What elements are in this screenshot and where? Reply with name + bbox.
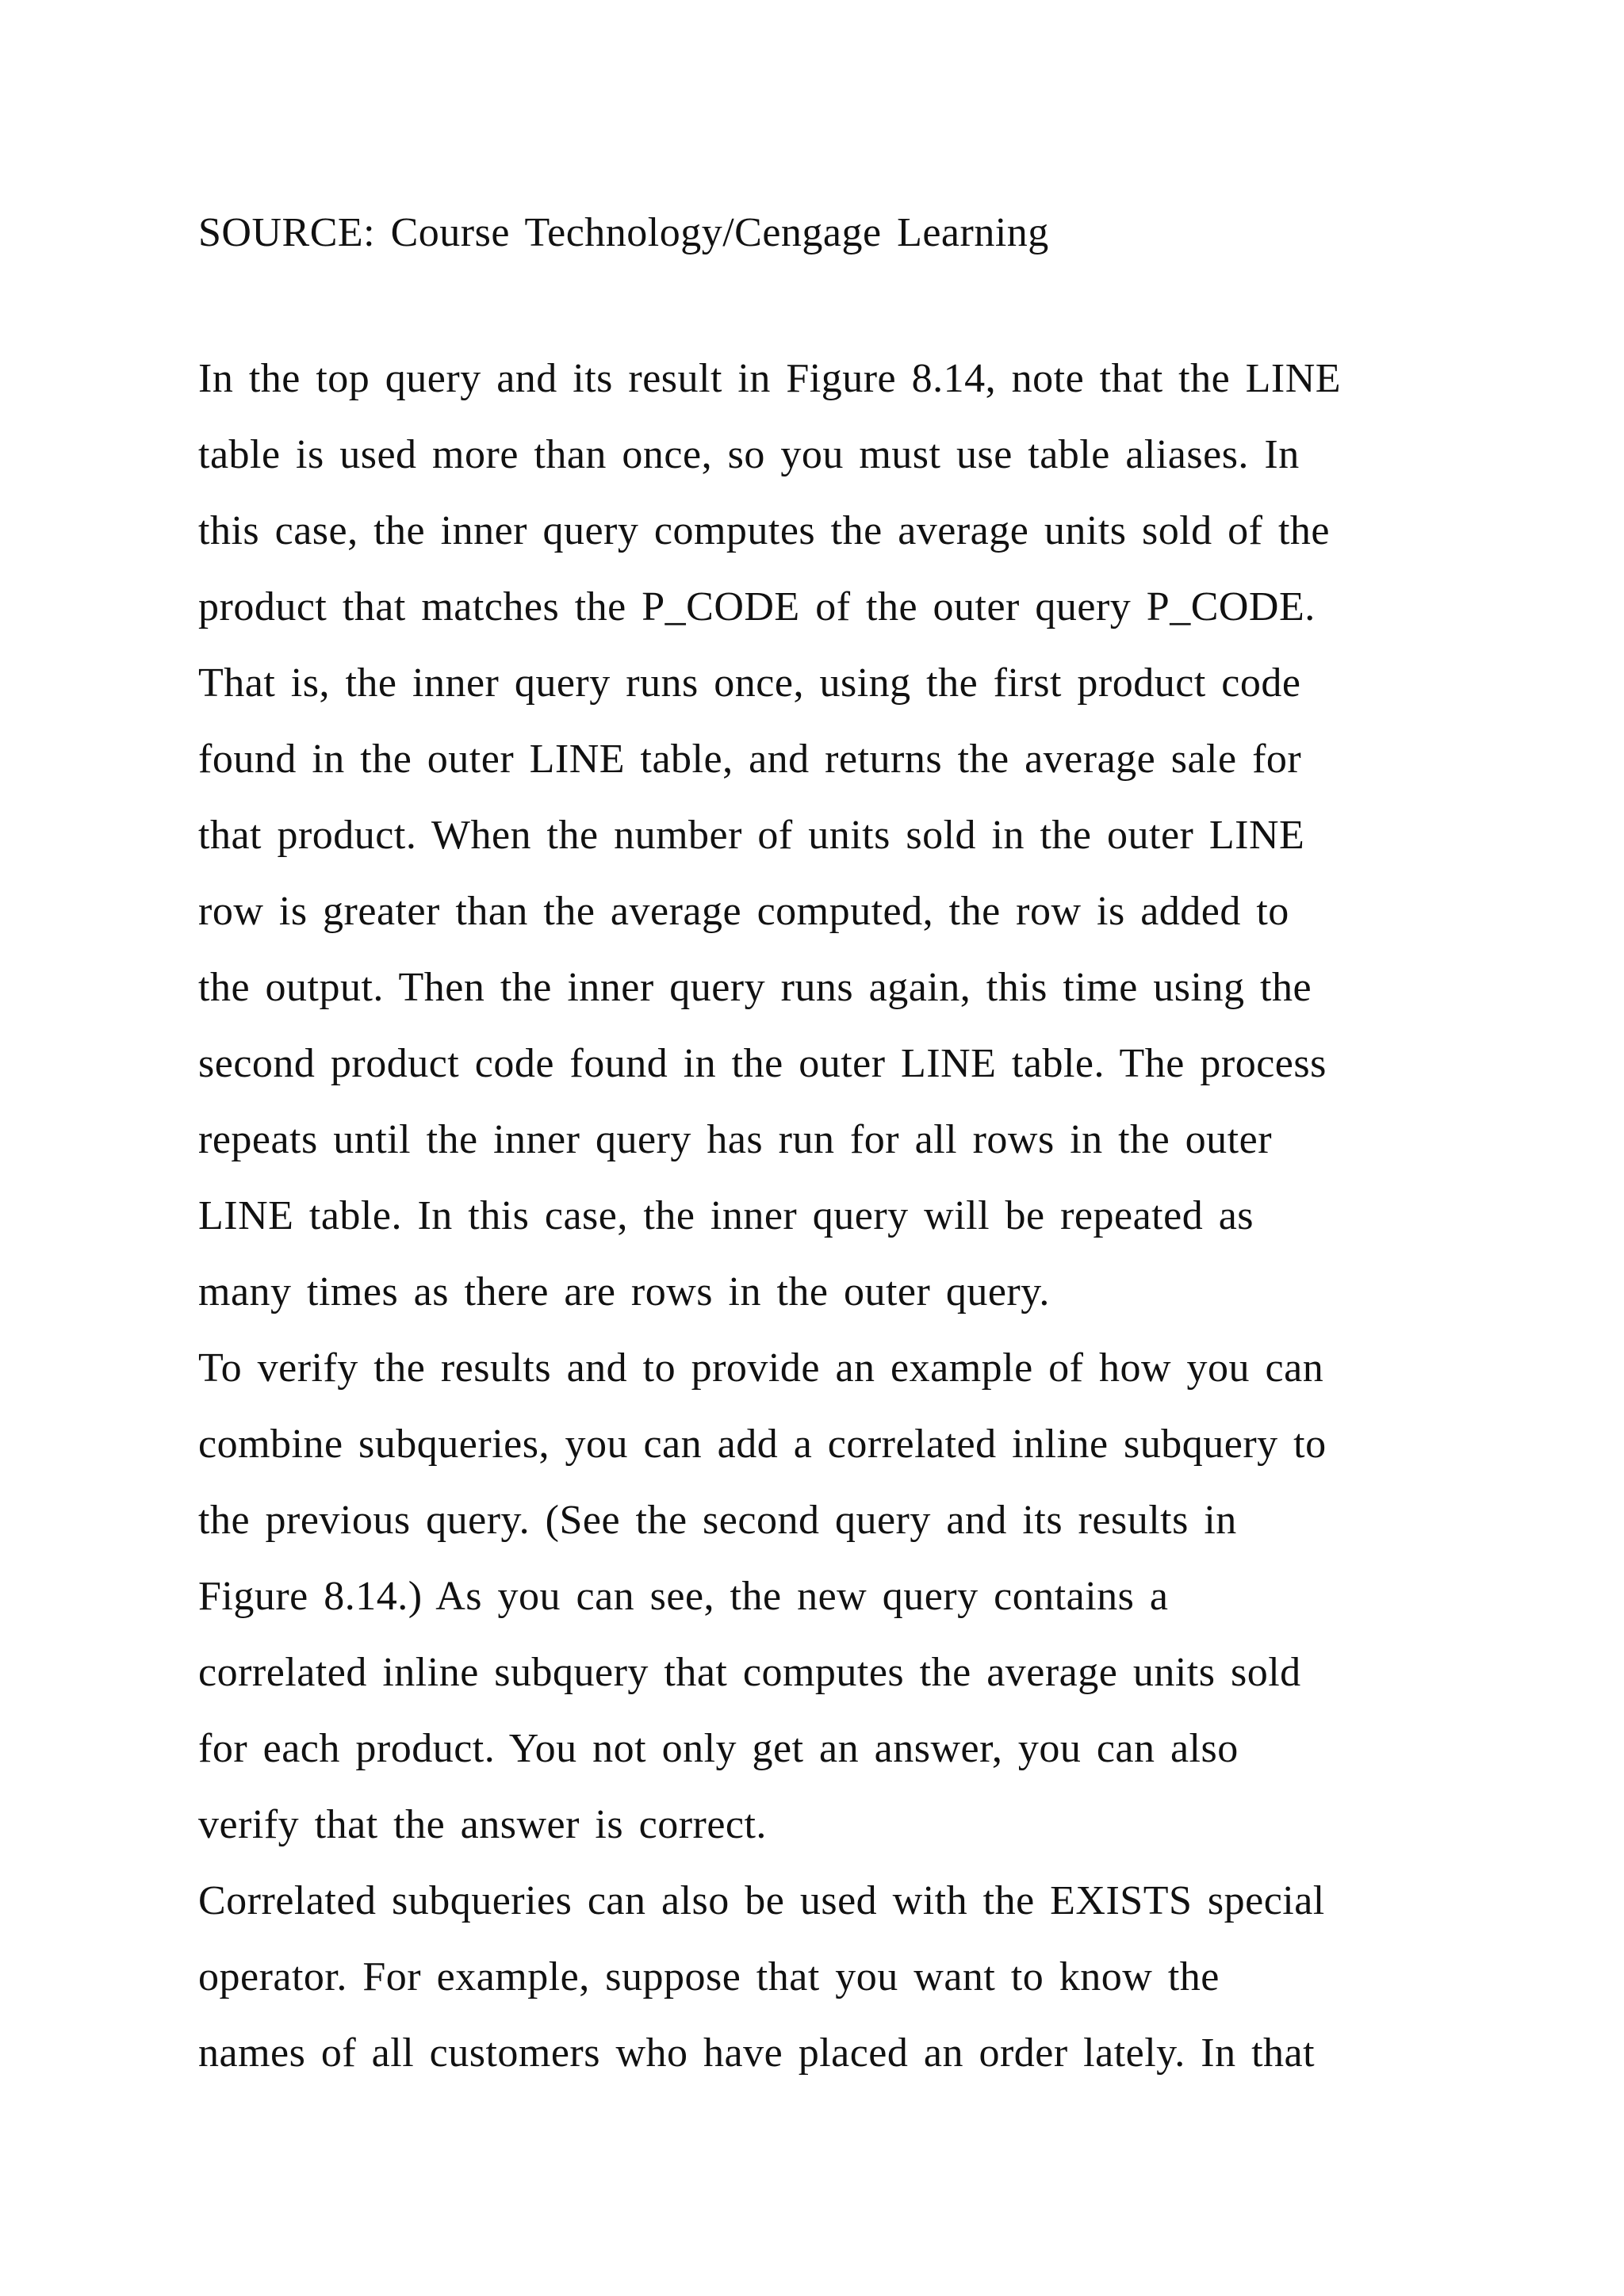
text-line: That is, the inner query runs once, using the first product code [198, 660, 1301, 706]
text-line: correlated inline subquery that computes the average units sold [198, 1650, 1301, 1695]
text-line: To verify the results and to provide an example of how you can [198, 1345, 1324, 1391]
text-line: repeats until the inner query has run for all rows in the outer [198, 1117, 1273, 1162]
text-line: names of all customers who have placed an order lately. In that [198, 2030, 1316, 2076]
text-line: the previous query. (See the second query and its results in [198, 1498, 1237, 1543]
text-line: second product code found in the outer LINE table. The process [198, 1041, 1327, 1086]
body-text [198, 341, 1507, 2091]
text-line: this case, the inner query computes the average units sold of the [198, 508, 1330, 553]
text-line: row is greater than the average computed, the row is added to [198, 889, 1289, 934]
text-line: found in the outer LINE table, and returns the average sale for [198, 737, 1302, 782]
text-line: that product. When the number of units sold in the outer LINE [198, 813, 1305, 858]
text-line: for each product. You not only get an answer, you can also [198, 1726, 1239, 1771]
text-line: verify that the answer is correct. [198, 1802, 767, 1847]
text-line: combine subqueries, you can add a correlated inline subquery to [198, 1422, 1327, 1467]
text-line: In the top query and its result in Figure 8.14, note that the LINE [198, 356, 1342, 401]
text-line: operator. For example, suppose that you want to know the [198, 1954, 1220, 1999]
text-line: product that matches the P_CODE of the outer query P_CODE. [198, 584, 1316, 629]
source-line: SOURCE: Course Technology/Cengage Learning [198, 210, 1049, 255]
text-line: the output. Then the inner query runs again, this time using the [198, 965, 1312, 1010]
text-line: many times as there are rows in the outer query. [198, 1269, 1050, 1314]
text-line: Correlated subqueries can also be used with the EXISTS special [198, 1878, 1325, 1923]
text-line: LINE table. In this case, the inner query will be repeated as [198, 1193, 1254, 1238]
text-line: Figure 8.14.) As you can see, the new query contains a [198, 1574, 1169, 1619]
text-line: table is used more than once, so you must use table aliases. In [198, 432, 1300, 477]
